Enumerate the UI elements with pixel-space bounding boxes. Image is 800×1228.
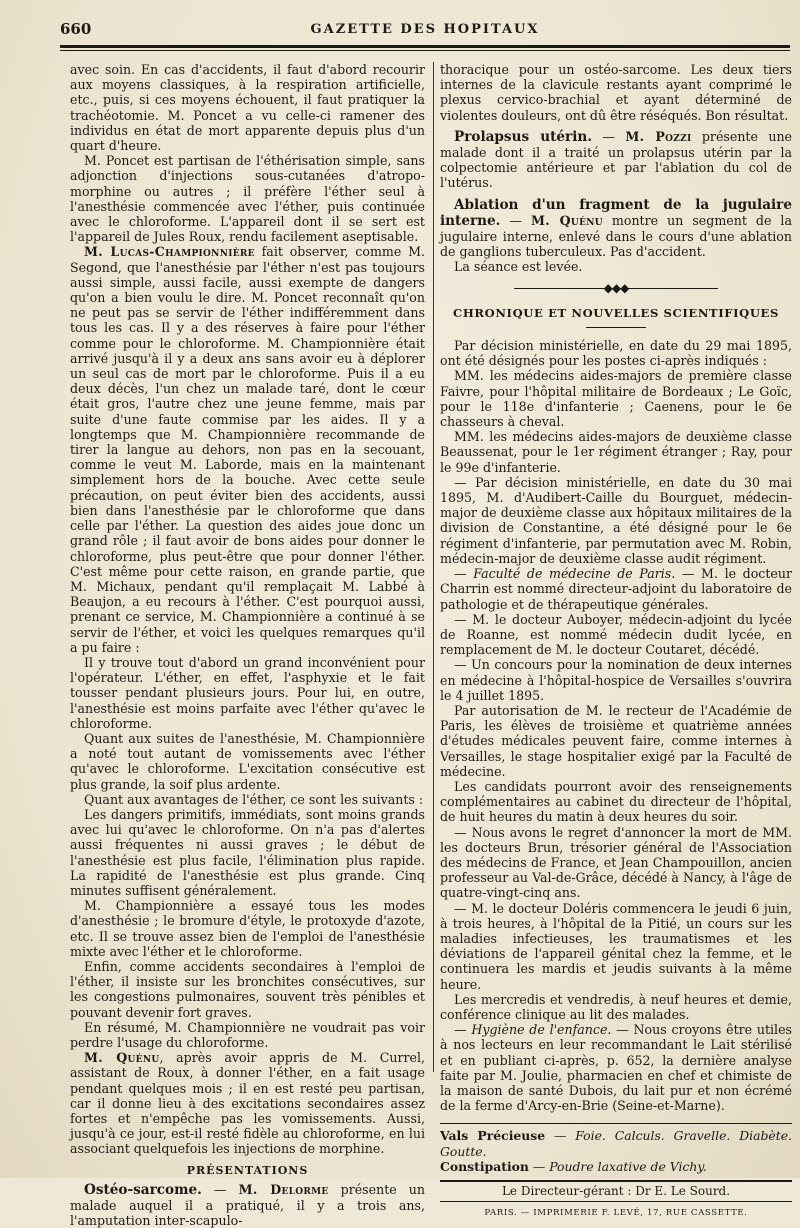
paragraph-text: présente une malade dont il a traité un prolapsus utérin par la colpectomie antérieure et par l'ablation du col de l'utérus. xyxy=(440,128,793,191)
paragraph xyxy=(440,1022,792,1113)
ad-line xyxy=(440,1128,792,1158)
paragraph: Ostéo-sarcome. — M. Delorme présente un malade auquel il a pratiqué, il y a trois ans, l'amputation inter-scapulo- xyxy=(70,1181,425,1228)
speaker-name: M. Quénu xyxy=(84,1050,160,1066)
paragraph: Les candidats pourront avoir des renseignements complémentaires au cabinet du directeur de l'hôpital, de huit heures du matin à deux heures du soir. xyxy=(440,778,792,825)
paragraph: Les mercredis et vendredis, à neuf heures et demie, conférence clinique au lit des malades. xyxy=(440,991,792,1022)
section-heading-presentations: PRÉSENTATIONS xyxy=(186,1163,309,1177)
header-rule xyxy=(60,45,790,48)
speaker-name: M. Quénu xyxy=(531,212,603,228)
paragraph-text: , après avoir appris de M. Currel, assistant de Roux, à donner l'éther, en a fait usage pendant quelques mois ; il en est resté peu partisan, car il donne lieu à des excitations secondaires assez fortes et n'empêche pas les vomissements. Aussi, jusqu'à ce jour, est-il resté fidèle au chloroforme, en lui associant quelquefois les injections de morphine. xyxy=(70,1050,425,1157)
item-title: Prolapsus utérin. xyxy=(454,128,592,145)
paragraph: avec soin. En cas d'accidents, il faut d'abord recourir aux moyens classiques, à la respiration artificielle, etc., puis, si ces moyens échouent, il faut pratiquer la trachéotomie. M. Poncet a vu celle-ci ramener des individus en état de mort apparente depuis plus d'un quart d'heure. xyxy=(70,62,425,154)
page-header xyxy=(60,14,790,44)
paragraph: MM. les médecins aides-majors de première classe Faivre, pour l'hôpital militaire de Bordeaux ; Le Goïc, pour le 118e d'infanterie ; Caenens, pour le 6e chasseurs à cheval. xyxy=(440,368,792,430)
advertisement xyxy=(440,1123,792,1174)
paragraph: Enfin, comme accidents secondaires à l'emploi de l'éther, il insiste sur les bronchites consécutives, sur les congestions pulmonaires, souvent très pénibles et pouvant devenir fort graves. xyxy=(70,958,425,1020)
paragraph: thoracique pour un ostéo-sarcome. Les deux tiers internes de la clavicule restants ayant comprimé le plexus cervico-brachial et ayant déterminé de violentes douleurs, ont dû être réséqués. Bon résultat. xyxy=(440,62,792,123)
chronicle-heading: CHRONIQUE ET NOUVELLES SCIENTIFIQUES xyxy=(453,305,779,320)
paragraph-text: fait observer, comme M. Segond, que l'anesthésie par l'éther n'est pas toujours aussi simple, aussi facile, aussi exempte de dangers qu'on a bien voulu le dire. M. Poncet reconnaît qu'on ne peut pas se servir de l'éther indifféremment dans tous les cas. Il y a des réserves à faire pour l'éther comme pour le chloroforme. M. Championnière était arrivé jusqu'à il y a deux ans sans avoir eu à déplorer un seul cas de mort par le chloroforme. Puis il a eu deux décès, l'un chez un malade taré, dont le cœur était gros, l'autre chez une jeune femme, mais par suite d'une faute commise par les aides. Il y a longtemps que M. Championnière recommande de tirer la langue au dehors, non pas en la secouant, comme le veut M. Laborde, mais en la maintenant simplement hors de la bouche. Avec cette seule précaution, on peut éviter bien des accidents, aussi bien dans l'anesthésie par le chloroforme que dans celle par l'éther. La question des aides joue donc un grand rôle ; il faut avoir de bons aides pour donner le chloroforme, plus peut-être que pour donner l'éther. C'est même pour cette raison, en grande partie, que M. Michaux, pendant qu'il remplaçait M. Labbé à Beaujon, a eu recours à l'éther. C'est pourquoi aussi, prenant ce service, M. Championnière a continué à se servir de l'éther, et voici les quelques remarques qu'il a pu faire : xyxy=(70,244,425,655)
ad-text: — Foie. Calculs. Gravelle. Diabète. Goutte. xyxy=(440,1128,792,1159)
paragraph: M. Championnière a essayé tous les modes d'anesthésie ; le bromure d'étyle, le protoxyde d'azote, etc. Il se trouve assez bien de l'emploi de l'anesthésie mixte avec l'éther et le chloroforme. xyxy=(70,898,425,959)
paragraph: M. Poncet est partisan de l'éthérisation simple, sans adjonction d'injections sous-cutanées d'atropo-morphine ou autres ; il préfère l'éther seul à l'anesthésie commencée avec l'éther, puis continuée avec le chloroforme. L'appareil dont il se sert est l'appareil de Jules Roux, rendu facilement aseptisable. xyxy=(70,153,425,245)
paragraph: Par autorisation de M. le recteur de l'Académie de Paris, les élèves de troisième et quatrième années d'études médicales peuvent faire, comme internes à Versailles, le stage hospitalier exigé par la Faculté de médecine. xyxy=(440,702,792,779)
divider xyxy=(586,327,646,328)
right-column xyxy=(440,62,792,1221)
paragraph: La séance est levée. xyxy=(454,259,583,275)
paragraph: — M. le docteur Auboyer, médecin-adjoint du lycée de Roanne, est nommé médecin dudit lycée, en remplacement de M. le docteur Coutaret, décédé. xyxy=(440,611,792,658)
paragraph: Prolapsus utérin. — M. Pozzi présente une malade dont il a traité un prolapsus utérin par la colpectomie antérieure et par l'ablation du col de l'utérus. xyxy=(440,128,793,191)
item-title: Ablation d'un fragment de la jugulaire interne. xyxy=(440,196,792,229)
item-title: — Faculté de médecine de Paris. xyxy=(454,566,676,582)
paragraph: Les dangers primitifs, immédiats, sont moins grands avec lui qu'avec le chloroforme. On n'a pas d'alertes aussi fréquentes ni aussi graves ; le début de l'anesthésie est plus facile, l'élimination plus rapide. La rapidité de l'anesthésie est plus grande. Cinq minutes suffisent généralement. xyxy=(70,806,425,898)
header-rule-thin xyxy=(60,50,790,51)
paragraph: — Un concours pour la nomination de deux internes en médecine à l'hôpital-hospice de Versailles s'ouvrira le 4 juillet 1895. xyxy=(440,657,792,703)
paragraph xyxy=(440,566,792,612)
paragraph-text: — Nous croyons être utiles à nos lecteurs en leur recommandant le Lait stérilisé et en publiant ci-après, p. 652, la dernière analyse faite par M. Joulie, pharmacien en chef et chimiste de la maison de santé Dubois, du lait pur et non écrémé de la ferme d'Arcy-en-Brie (Seine-et-Marne). xyxy=(440,1022,793,1114)
paragraph: Ablation d'un fragment de la jugulaire interne. — M. Quénu montre un segment de la jugulaire interne, enlevé dans le cours d'une ablation de ganglions tuberculeux. Pas d'accident. xyxy=(440,196,792,260)
paragraph: Il y trouve tout d'abord un grand inconvénient pour l'opérateur. L'éther, en effet, l'asphyxie et le fait tousser pendant plusieurs jours. Pour lui, en outre, l'anesthésie est moins parfaite avec l'éther qu'avec le chloroforme. xyxy=(70,654,425,731)
item-title: — Hygiène de l'enfance. xyxy=(454,1022,612,1038)
paragraph: En résumé, M. Championnière ne voudrait pas voir perdre l'usage du chloroforme. xyxy=(70,1019,425,1050)
paragraph: Par décision ministérielle, en date du 29 mai 1895, ont été désignés pour les postes ci-après indiqués : xyxy=(440,338,792,369)
director-signature: Le Directeur-gérant : Dr E. Le Sourd. xyxy=(440,1180,792,1202)
paragraph-text: — M. le docteur Charrin est nommé directeur-adjoint du laboratoire de pathologie et de thérapeutique générales. xyxy=(440,566,792,612)
paragraph-text: montre un segment de la jugulaire interne, enlevé dans le cours d'une ablation de ganglions tuberculeux. Pas d'accident. xyxy=(440,212,792,260)
paragraph-text: présente un malade auquel il a pratiqué, il y a trois ans, l'amputation inter-scapulo- xyxy=(70,1181,425,1228)
printer-line: PARIS. — IMPRIMERIE F. LEVÉ, 17, RUE CASSETTE. xyxy=(484,1208,748,1219)
column-separator xyxy=(433,62,434,1072)
speaker-name: M. Pozzi xyxy=(625,128,692,144)
item-title: Ostéo-sarcome. xyxy=(84,1181,202,1198)
speaker-name: M. Lucas-Championnière xyxy=(84,244,255,260)
ad-line xyxy=(440,1159,792,1174)
page-number: 660 xyxy=(60,20,92,38)
paragraph: — Par décision ministérielle, en date du 30 mai 1895, M. d'Audibert-Caille du Bourguet, médecin-major de deuxième classe aux hôpitaux militaires de la division de Constantine, a été désigné pour le 6e régiment d'infanterie, par permutation avec M. Robin, médecin-major de deuxième classe audit régiment. xyxy=(440,474,792,566)
paragraph: — Nous avons le regret d'annoncer la mort de MM. les docteurs Brun, trésorier général de l'Association des médecins de France, et Jean Champouillon, ancien professeur au Val-de-Grâce, décédé à Nancy, à l'âge de quatre-vingt-cinq ans. xyxy=(440,824,792,901)
speaker-name: M. Delorme xyxy=(238,1181,329,1197)
paragraph: Quant aux suites de l'anesthésie, M. Championnière a noté tout autant de vomissements avec l'éther qu'avec le chloroforme. L'excitation consécutive est plus grande, la soif plus ardente. xyxy=(70,730,425,792)
journal-title: GAZETTE DES HOPITAUX xyxy=(310,22,540,37)
paragraph: — M. le docteur Doléris commencera le jeudi 6 juin, à trois heures, à l'hôpital de la Pitié, un cours sur les maladies infectieuses, les traumatismes et les déviations de l'appareil génital chez la femme, et le continuera les mardis et jeudis suivants à la même heure. xyxy=(440,900,792,992)
left-column xyxy=(70,62,425,1228)
paragraph: Quant aux avantages de l'éther, ce sont les suivants : xyxy=(84,791,424,807)
paragraph xyxy=(70,1050,425,1156)
paragraph: MM. les médecins aides-majors de deuxième classe Beaussenat, pour le 1er régiment étranger ; Ray, pour le 99e d'infanterie. xyxy=(440,429,792,475)
paragraph xyxy=(70,244,425,654)
ad-title: Constipation xyxy=(440,1158,529,1174)
ad-title: Vals Précieuse xyxy=(440,1128,546,1144)
ad-text: — Poudre laxative de Vichy. xyxy=(528,1158,707,1174)
ornament-divider: ◆◆◆ xyxy=(440,281,792,296)
